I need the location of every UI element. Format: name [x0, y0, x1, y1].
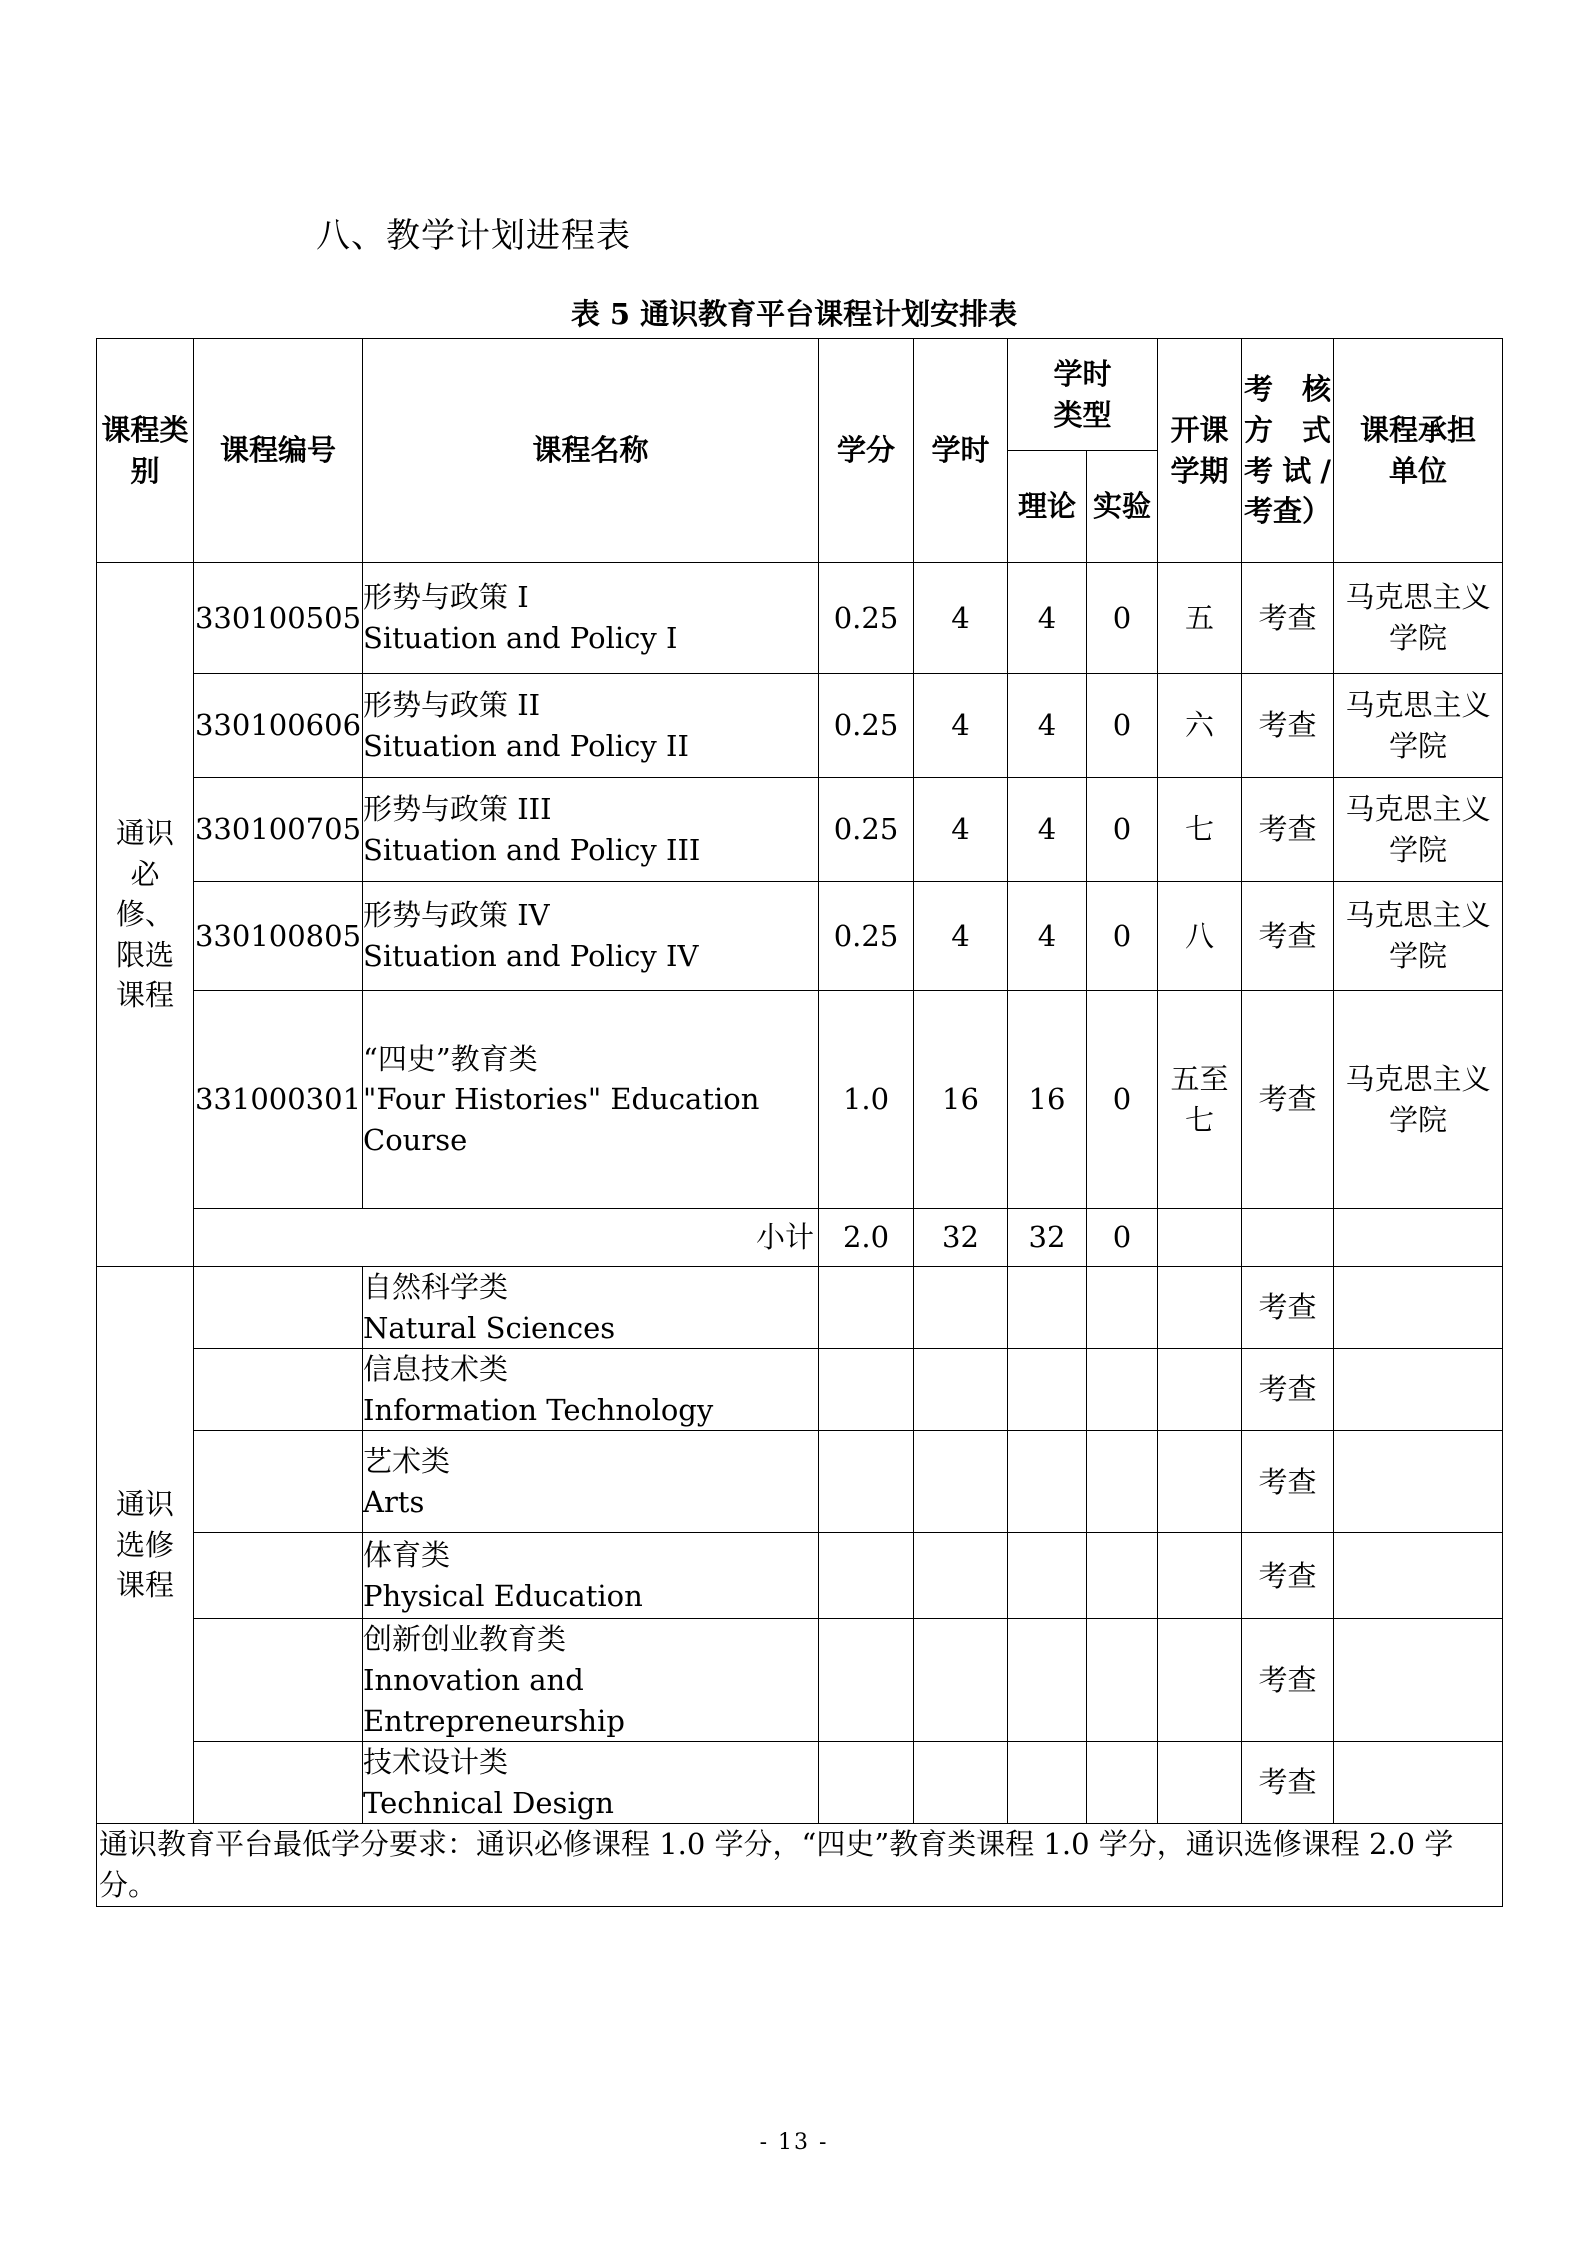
table-row	[97, 1267, 1503, 1349]
course-name: 形势与政策 II Situation and Policy II	[363, 674, 819, 778]
table-row	[97, 1349, 1503, 1431]
course-code: 330100606	[194, 674, 363, 778]
header-assessment: 考 核方 式考试/考查）	[1242, 339, 1334, 563]
table-caption: 表 5 通识教育平台课程计划安排表	[570, 297, 1018, 331]
unit: 马克思主义学院	[1334, 563, 1503, 674]
header-hour-type: 学时类型	[1008, 339, 1158, 451]
course-code: 331000301	[194, 991, 363, 1209]
hours: 16	[914, 991, 1008, 1209]
course-code: 330100705	[194, 778, 363, 882]
footnote: 通识教育平台最低学分要求：通识必修课程 1.0 学分，“四史”教育类课程 1.0 学分，通识选修课程 2.0 学分。	[97, 1824, 1503, 1906]
assessment: 考查	[1242, 1742, 1334, 1824]
table-row	[97, 563, 1503, 674]
table-row	[97, 1533, 1503, 1619]
section-heading: 八、教学计划进程表	[316, 216, 631, 256]
course-code: 330100505	[194, 563, 363, 674]
unit: 马克思主义学院	[1334, 882, 1503, 991]
assessment: 考查	[1242, 1431, 1334, 1533]
hours: 4	[914, 882, 1008, 991]
subtotal-credits: 2.0	[819, 1209, 914, 1267]
semester: 六	[1158, 674, 1242, 778]
assessment: 考查	[1242, 991, 1334, 1209]
header-category: 课程类别	[97, 339, 194, 563]
semester: 七	[1158, 778, 1242, 882]
assessment: 考查	[1242, 1267, 1334, 1349]
course-name: 创新创业教育类 Innovation and Entrepreneurship	[363, 1619, 819, 1742]
course-code: 330100805	[194, 882, 363, 991]
category-cell: 通识必修、限选课程	[97, 563, 194, 1267]
course-plan-table	[96, 338, 1503, 1907]
theory-hours: 4	[1008, 882, 1087, 991]
lab-hours: 0	[1087, 563, 1158, 674]
credits: 0.25	[819, 674, 914, 778]
header-name: 课程名称	[363, 339, 819, 563]
subtotal-lab: 0	[1087, 1209, 1158, 1267]
subtotal-label: 小计	[194, 1209, 819, 1267]
table-row	[97, 991, 1503, 1209]
course-name: 信息技术类 Information Technology	[363, 1349, 819, 1431]
header-unit: 课程承担单位	[1334, 339, 1503, 563]
table-row	[97, 882, 1503, 991]
credits: 0.25	[819, 563, 914, 674]
header-hours: 学时	[914, 339, 1008, 563]
subtotal-theory: 32	[1008, 1209, 1087, 1267]
credits: 1.0	[819, 991, 914, 1209]
assessment: 考查	[1242, 1349, 1334, 1431]
assessment: 考查	[1242, 1619, 1334, 1742]
course-name: 形势与政策 III Situation and Policy III	[363, 778, 819, 882]
page-number: - 13 -	[759, 2130, 829, 2155]
table-row	[97, 674, 1503, 778]
course-name: 技术设计类 Technical Design	[363, 1742, 819, 1824]
header-code: 课程编号	[194, 339, 363, 563]
lab-hours: 0	[1087, 991, 1158, 1209]
hours: 4	[914, 674, 1008, 778]
table-row	[97, 1742, 1503, 1824]
lab-hours: 0	[1087, 778, 1158, 882]
header-theory: 理论	[1008, 451, 1087, 563]
assessment: 考查	[1242, 674, 1334, 778]
unit: 马克思主义学院	[1334, 778, 1503, 882]
table-row	[97, 778, 1503, 882]
lab-hours: 0	[1087, 882, 1158, 991]
theory-hours: 4	[1008, 674, 1087, 778]
subtotal-hours: 32	[914, 1209, 1008, 1267]
subtotal-row	[97, 1209, 1503, 1267]
assessment: 考查	[1242, 1533, 1334, 1619]
theory-hours: 4	[1008, 778, 1087, 882]
assessment: 考查	[1242, 882, 1334, 991]
assessment: 考查	[1242, 563, 1334, 674]
hours: 4	[914, 563, 1008, 674]
credits: 0.25	[819, 778, 914, 882]
header-credits: 学分	[819, 339, 914, 563]
course-name: 形势与政策 I Situation and Policy I	[363, 563, 819, 674]
theory-hours: 16	[1008, 991, 1087, 1209]
credits: 0.25	[819, 882, 914, 991]
unit: 马克思主义学院	[1334, 674, 1503, 778]
lab-hours: 0	[1087, 674, 1158, 778]
course-name: “四史”教育类 "Four Histories" Education Course	[363, 991, 819, 1209]
table-row	[97, 1619, 1503, 1742]
semester: 八	[1158, 882, 1242, 991]
header-lab: 实验	[1087, 451, 1158, 563]
unit: 马克思主义学院	[1334, 991, 1503, 1209]
hours: 4	[914, 778, 1008, 882]
assessment: 考查	[1242, 778, 1334, 882]
course-name: 形势与政策 IV Situation and Policy IV	[363, 882, 819, 991]
semester: 五至七	[1158, 991, 1242, 1209]
category-cell: 通识选修课程	[97, 1267, 194, 1824]
theory-hours: 4	[1008, 563, 1087, 674]
course-name: 艺术类 Arts	[363, 1431, 819, 1533]
semester: 五	[1158, 563, 1242, 674]
table-row	[97, 1431, 1503, 1533]
course-name: 自然科学类 Natural Sciences	[363, 1267, 819, 1349]
header-semester: 开课学期	[1158, 339, 1242, 563]
course-name: 体育类 Physical Education	[363, 1533, 819, 1619]
